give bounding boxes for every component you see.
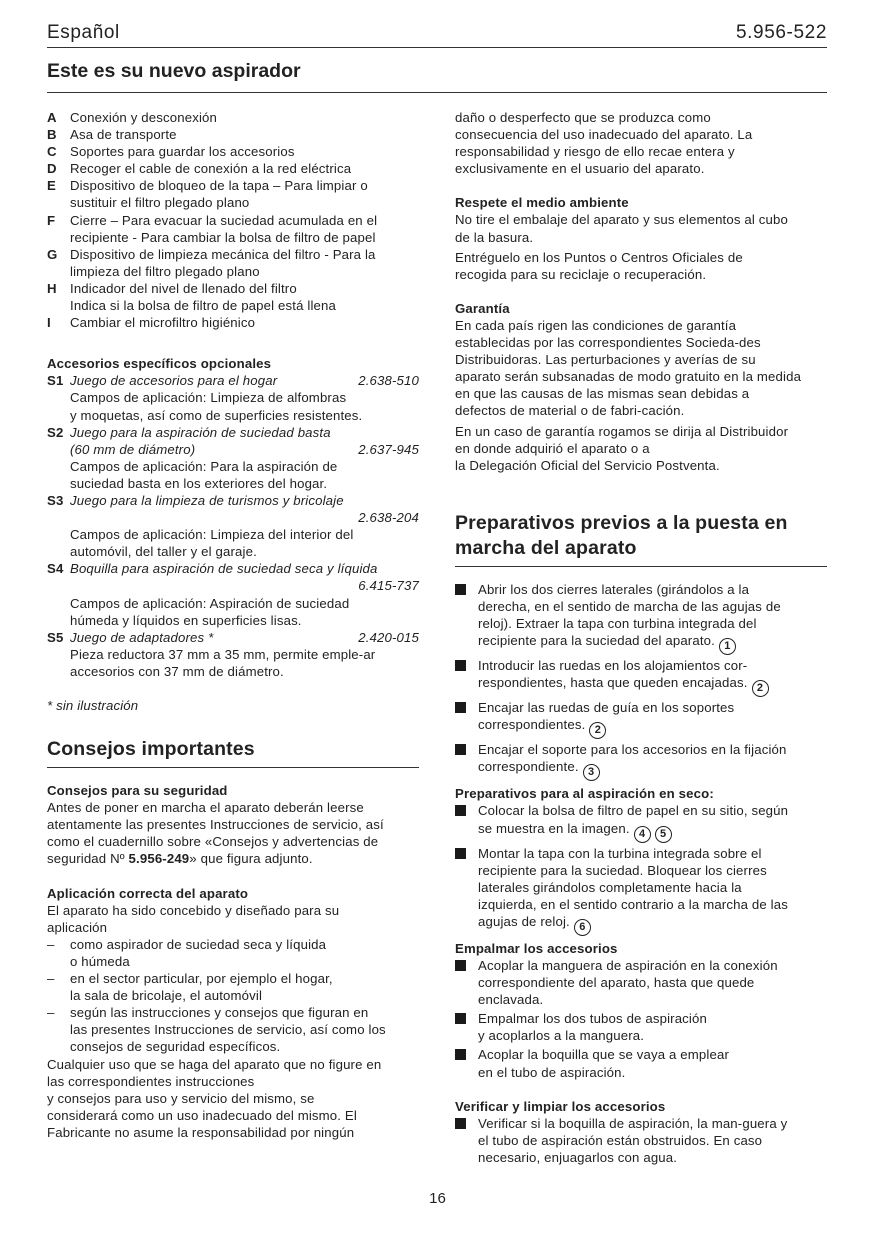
text-line: establecidas por las correspondientes Socieda-des — [455, 335, 761, 351]
seguridad-doc-number: 5.956-249 — [128, 851, 190, 867]
accessory-name: Boquilla para aspiración de suciedad seca y líquida — [70, 561, 378, 577]
text-line: Entréguelo en los Puntos o Centros Oficiales de — [455, 249, 743, 265]
bullet-text — [478, 1046, 729, 1080]
bullet-line-text: Verificar si la boquilla de aspiración, la man-guera y — [478, 1115, 788, 1131]
text-line: Fabricante no asume la responsabilidad por ningún — [47, 1124, 355, 1140]
dash-text: consejos de seguridad específicos. — [70, 1039, 281, 1055]
bullet-item — [455, 802, 827, 842]
part-letter-spacer — [47, 297, 70, 314]
accessory-name: Juego de accesorios para el hogar — [70, 373, 278, 389]
part-letter: E — [47, 178, 56, 194]
text-line: y consejos para uso y servicio del mismo, se — [47, 1090, 315, 1106]
bullet-item — [455, 581, 827, 655]
bullet-square-icon — [455, 584, 466, 595]
part-line — [47, 212, 419, 229]
continuation-text — [455, 109, 827, 177]
text-line: aplicación — [47, 919, 108, 935]
part-letter: A — [47, 110, 57, 125]
bullet-line — [478, 632, 781, 655]
text-line: Antes de poner en marcha el aparato deberán leerse — [47, 800, 364, 816]
right-column — [455, 109, 827, 1168]
accessories-heading: Accesorios específicos opcionales — [47, 356, 272, 372]
figure-ref-badge: 5 — [655, 826, 672, 843]
bullet-item — [455, 957, 827, 1008]
dash-item-line — [47, 953, 419, 970]
dash-spacer — [47, 987, 70, 1004]
accessory-name-cont: (60 mm de diámetro) — [70, 441, 196, 457]
bullet-text — [478, 1115, 787, 1166]
bullet-line — [478, 1149, 787, 1166]
part-letter-spacer — [47, 229, 70, 246]
accessory-code: 2.637-945 — [358, 441, 419, 457]
part-text: limpieza del filtro plegado plano — [70, 263, 260, 279]
bullet-line-text: Encajar las ruedas de guía en los soportes — [478, 700, 735, 716]
garantia-text — [455, 317, 827, 420]
part-letter: B — [47, 127, 57, 143]
part-text: Indica si la bolsa de filtro de papel está llena — [70, 298, 336, 314]
bullet-line — [478, 862, 788, 879]
bullet-line-text: Introducir las ruedas en los alojamientos cor- — [478, 658, 748, 674]
part-line — [47, 109, 419, 126]
bullet-square-icon — [455, 805, 466, 816]
dash-text: como aspirador de suciedad seca y líquida — [70, 936, 327, 952]
medio-ambiente-text — [455, 211, 827, 245]
bullet-text — [478, 581, 781, 655]
bullet-line-text: el tubo de aspiración están obstruidos. En caso — [478, 1132, 763, 1148]
bullet-line-text: Empalmar los dos tubos de aspiración — [478, 1011, 707, 1027]
text-line: la Delegación Oficial del Servicio Postventa. — [455, 457, 720, 473]
part-line — [47, 280, 419, 297]
dash-item-line — [47, 987, 419, 1004]
bullet-square-icon — [455, 1013, 466, 1024]
text-line: como el cuadernillo sobre «Consejos y advertencias de — [47, 834, 379, 850]
dash-item-line — [47, 970, 419, 987]
bullet-line — [478, 1064, 729, 1081]
bullet-line-text: Colocar la bolsa de filtro de papel en su sitio, según — [478, 803, 789, 819]
part-item — [47, 160, 419, 177]
accessory-s4 — [47, 560, 419, 628]
bullet-line-text: respondientes, hasta que queden encajadas. — [478, 675, 748, 691]
bullet-line-text: en el tubo de aspiración. — [478, 1064, 626, 1080]
dash-item-line — [47, 1004, 419, 1021]
bullet-item — [455, 699, 827, 739]
empalmar-list — [455, 957, 827, 1081]
bullet-line — [478, 879, 788, 896]
accessory-desc: Campos de aplicación: Limpieza del interior del — [70, 527, 354, 543]
accessory-name: Juego de adaptadores * — [70, 629, 214, 645]
accessory-label: S4 — [47, 561, 64, 577]
accessory-label: S2 — [47, 424, 64, 440]
accessory-name: Juego para la aspiración de suciedad basta — [70, 424, 331, 440]
header-doc-number: 5.956-522 — [736, 22, 827, 43]
bullet-line-text: necesario, enjuagarlos con agua. — [478, 1149, 678, 1165]
bullet-line-text: reloj). Extraer la tapa con turbina integrada del — [478, 615, 757, 631]
bullet-line — [478, 1115, 787, 1132]
dash-text: en el sector particular, por ejemplo el hogar, — [70, 971, 333, 987]
bullet-line-text: recipiente para la suciedad del aparato. — [478, 633, 715, 649]
accessory-desc: suciedad basta en los exteriores del hogar. — [70, 475, 328, 491]
bullet-square-icon — [455, 702, 466, 713]
text-line: defectos de material o de fabri-cación. — [455, 403, 685, 419]
dash-item-line — [47, 1038, 419, 1055]
section-title-line: marcha del aparato — [455, 536, 637, 559]
bullet-line-text: recipiente para la suciedad. Bloquear los cierres — [478, 862, 767, 878]
part-item — [47, 126, 419, 143]
seguridad-text — [47, 799, 419, 850]
part-text: Recoger el cable de conexión a la red eléctrica — [70, 161, 352, 177]
bullet-line — [478, 1132, 787, 1149]
bullet-line — [478, 581, 781, 598]
text-line: consecuencia del uso inadecuado del aparato. La — [455, 127, 753, 143]
figure-ref-badge: 3 — [583, 764, 600, 781]
bullet-line — [478, 1046, 729, 1063]
part-line — [47, 143, 419, 160]
text-line: Distribuidoras. Las perturbaciones y averías de su — [455, 352, 756, 368]
page-number: 16 — [429, 1190, 446, 1207]
part-line — [47, 297, 419, 314]
figure-ref-badge: 2 — [589, 722, 606, 739]
empalmar-heading: Empalmar los accesorios — [455, 940, 618, 956]
bullet-text — [478, 802, 788, 842]
medio-ambiente-heading: Respete el medio ambiente — [455, 195, 629, 211]
part-item — [47, 280, 419, 314]
dash-text: o húmeda — [70, 953, 130, 969]
bullet-line — [478, 802, 788, 819]
garantia-text — [455, 423, 827, 474]
accessory-desc: Pieza reductora 37 mm a 35 mm, permite emple-ar — [70, 646, 376, 662]
accessory-code: 6.415-737 — [358, 578, 419, 594]
preparativos-list — [455, 581, 827, 782]
part-text: sustituir el filtro plegado plano — [70, 195, 250, 211]
bullet-line — [478, 716, 734, 739]
accessory-s3 — [47, 492, 419, 560]
seguridad-text-last — [47, 850, 419, 867]
bullet-item — [455, 1046, 827, 1080]
bullet-line — [478, 991, 778, 1008]
bullet-line-text: izquierda, en el sentido contrario a la marcha de las — [478, 896, 788, 912]
accessory-desc: Campos de aplicación: Aspiración de suciedad — [70, 595, 350, 611]
text-line: considerará como un uso inadecuado del mismo. El — [47, 1107, 357, 1123]
accessory-label: S3 — [47, 492, 64, 508]
text-line: Cualquier uso que se haga del aparato que no figure en — [47, 1056, 382, 1072]
dash-mark: – — [47, 971, 55, 987]
figure-ref-badge: 1 — [719, 638, 736, 655]
text-line: responsabilidad y riesgo de ello recae entera y — [455, 144, 735, 160]
bullet-line-text: laterales girándolos completamente hacia la — [478, 879, 742, 895]
bullet-line — [478, 957, 778, 974]
bullet-item — [455, 1010, 827, 1044]
part-line — [47, 314, 419, 331]
bullet-line-text: correspondientes. — [478, 717, 586, 733]
bullet-line — [478, 820, 788, 843]
dash-spacer — [47, 953, 70, 970]
accessory-desc: Campos de aplicación: Limpieza de alfombras — [70, 390, 347, 406]
section-title-consejos: Consejos importantes — [47, 737, 419, 768]
accessory-label: S1 — [47, 373, 64, 389]
part-line — [47, 177, 419, 194]
part-item — [47, 314, 419, 331]
dash-item-line — [47, 1021, 419, 1038]
bullet-line-text: correspondiente. — [478, 759, 579, 775]
bullet-line — [478, 615, 781, 632]
figure-ref-badge: 2 — [752, 680, 769, 697]
part-letter-spacer — [47, 263, 70, 280]
accessory-label: S5 — [47, 629, 64, 645]
dash-spacer — [47, 1021, 70, 1038]
part-text: Indicador del nivel de llenado del filtro — [70, 280, 297, 296]
part-letter: I — [47, 315, 51, 331]
bullet-text — [478, 845, 788, 936]
page-header — [47, 20, 827, 48]
bullet-text — [478, 741, 787, 781]
seco-list — [455, 802, 827, 935]
left-column — [47, 109, 419, 1141]
bullet-line — [478, 845, 788, 862]
bullet-item — [455, 845, 827, 936]
text-line: En un caso de garantía rogamos se dirija al Distribuidor — [455, 423, 789, 439]
text-line: en que las causas de las mismas sean debidas a — [455, 386, 750, 402]
part-letter: C — [47, 144, 57, 160]
seguridad-text-part: » que figura adjunto. — [189, 851, 313, 867]
bullet-line-text: derecha, en el sentido de marcha de las agujas de — [478, 598, 781, 614]
part-line — [47, 263, 419, 280]
text-line: El aparato ha sido concebido y diseñado para su — [47, 902, 340, 918]
bullet-line — [478, 657, 769, 674]
part-text: Dispositivo de bloqueo de la tapa – Para limpiar o — [70, 178, 368, 194]
aplicacion-text — [47, 902, 419, 1141]
dash-text: según las instrucciones y consejos que figuran en — [70, 1005, 369, 1021]
part-line — [47, 229, 419, 246]
bullet-text — [478, 657, 769, 697]
seguridad-text-part: seguridad Nº — [47, 851, 129, 867]
part-line — [47, 194, 419, 211]
accessory-s5 — [47, 629, 419, 680]
bullet-line-text: y acoplarlos a la manguera. — [478, 1028, 645, 1044]
verificar-heading: Verificar y limpiar los accesorios — [455, 1098, 666, 1114]
accessory-s2 — [47, 424, 419, 492]
accessory-desc: accesorios con 37 mm de diámetro. — [70, 663, 284, 679]
medio-ambiente-text — [455, 249, 827, 283]
part-text: Cierre – Para evacuar la suciedad acumulada en el — [70, 212, 378, 228]
part-letter-spacer — [47, 194, 70, 211]
text-line: exclusivamente en el usuario del aparato. — [455, 161, 705, 177]
bullet-line — [478, 913, 788, 936]
accessory-s1 — [47, 372, 419, 423]
bullet-square-icon — [455, 960, 466, 971]
accessory-desc: Campos de aplicación: Para la aspiración de — [70, 458, 338, 474]
dash-text: la sala de bricolaje, el automóvil — [70, 988, 263, 1004]
bullet-item — [455, 1115, 827, 1166]
dash-spacer — [47, 1038, 70, 1055]
part-text: Soportes para guardar los accesorios — [70, 144, 295, 160]
bullet-line — [478, 1010, 707, 1027]
part-item — [47, 212, 419, 246]
text-line: las correspondientes instrucciones — [47, 1073, 255, 1089]
part-line — [47, 126, 419, 143]
section-title-preparativos — [455, 511, 827, 567]
verificar-list — [455, 1115, 827, 1166]
part-letter: F — [47, 212, 56, 228]
bullet-line-text: Encajar el soporte para los accesorios en la fijación — [478, 742, 787, 758]
accessory-code: 2.638-204 — [358, 510, 419, 526]
accessory-desc: y moquetas, así como de superficies resistentes. — [70, 407, 363, 423]
bullet-line-text: Acoplar la boquilla que se vaya a emplear — [478, 1047, 730, 1063]
accessory-code: 2.638-510 — [358, 373, 419, 389]
page-title: Este es su nuevo aspirador — [47, 60, 827, 93]
part-item — [47, 246, 419, 280]
bullet-line — [478, 741, 787, 758]
bullet-line-text: enclavada. — [478, 992, 544, 1008]
aplicacion-heading: Aplicación correcta del aparato — [47, 885, 249, 901]
part-line — [47, 246, 419, 263]
bullet-line-text: Montar la tapa con la turbina integrada sobre el — [478, 845, 762, 861]
bullet-line — [478, 1027, 707, 1044]
bullet-line-text: Abrir los dos cierres laterales (girándolos a la — [478, 581, 750, 597]
part-text: Cambiar el microfiltro higiénico — [70, 315, 256, 331]
bullet-square-icon — [455, 1118, 466, 1129]
footnote: * sin ilustración — [47, 698, 139, 713]
text-line: En cada país rigen las condiciones de garantía — [455, 317, 737, 333]
bullet-square-icon — [455, 1049, 466, 1060]
dash-mark: – — [47, 1005, 55, 1021]
dash-mark: – — [47, 936, 55, 952]
section-title-line: Preparativos previos a la puesta en — [455, 511, 788, 534]
bullet-text — [478, 957, 778, 1008]
seguridad-heading: Consejos para su seguridad — [47, 783, 228, 799]
bullet-text — [478, 1010, 707, 1044]
accessory-code: 2.420-015 — [358, 629, 419, 645]
bullet-square-icon — [455, 848, 466, 859]
part-text: Dispositivo de limpieza mecánica del filtro - Para la — [70, 246, 376, 262]
text-line: de la basura. — [455, 229, 534, 245]
bullet-text — [478, 699, 734, 739]
bullet-square-icon — [455, 660, 466, 671]
parts-list — [47, 109, 419, 331]
part-text: recipiente - Para cambiar la bolsa de filtro de papel — [70, 229, 376, 245]
header-language: Español — [47, 22, 120, 43]
part-line — [47, 160, 419, 177]
bullet-line — [478, 699, 734, 716]
bullet-line — [478, 598, 781, 615]
bullet-line-text: agujas de reloj. — [478, 913, 570, 929]
part-item — [47, 177, 419, 211]
part-letter: H — [47, 280, 57, 296]
bullet-line — [478, 896, 788, 913]
part-letter: G — [47, 246, 58, 262]
figure-ref-badge: 4 — [634, 826, 651, 843]
bullet-line — [478, 674, 769, 697]
figure-ref-badge: 6 — [574, 919, 591, 936]
part-text: Conexión y desconexión — [70, 110, 217, 125]
bullet-square-icon — [455, 744, 466, 755]
text-line: recogida para su reciclaje o recuperación. — [455, 266, 707, 282]
text-line: atentamente las presentes Instrucciones de servicio, así — [47, 817, 384, 833]
bullet-line-text: se muestra en la imagen. — [478, 820, 630, 836]
part-item — [47, 143, 419, 160]
seco-heading: Preparativos para al aspiración en seco: — [455, 786, 714, 802]
accessory-desc: húmeda y líquidos en superficies lisas. — [70, 612, 302, 628]
text-line: No tire el embalaje del aparato y sus elementos al cubo — [455, 212, 788, 228]
accessory-name: Juego para la limpieza de turismos y bricolaje — [70, 492, 344, 508]
text-line: en donde adquirió el aparato o a — [455, 440, 650, 456]
bullet-item — [455, 741, 827, 781]
accessory-desc: automóvil, del taller y el garaje. — [70, 544, 257, 560]
garantia-heading: Garantía — [455, 300, 510, 316]
text-line: aparato serán subsanadas de modo gratuito en la medida — [455, 369, 802, 385]
bullet-line-text: Acoplar la manguera de aspiración en la conexión — [478, 958, 778, 973]
bullet-line-text: correspondiente del aparato, hasta que quede — [478, 975, 755, 991]
bullet-line — [478, 974, 778, 991]
text-line: daño o desperfecto que se produzca como — [455, 110, 711, 125]
part-text: Asa de transporte — [70, 127, 177, 143]
bullet-item — [455, 657, 827, 697]
part-item — [47, 109, 419, 126]
dash-text: las presentes Instrucciones de servicio, así como los — [70, 1022, 386, 1038]
dash-item-line — [47, 936, 419, 953]
part-letter: D — [47, 161, 57, 177]
bullet-line — [478, 758, 787, 781]
